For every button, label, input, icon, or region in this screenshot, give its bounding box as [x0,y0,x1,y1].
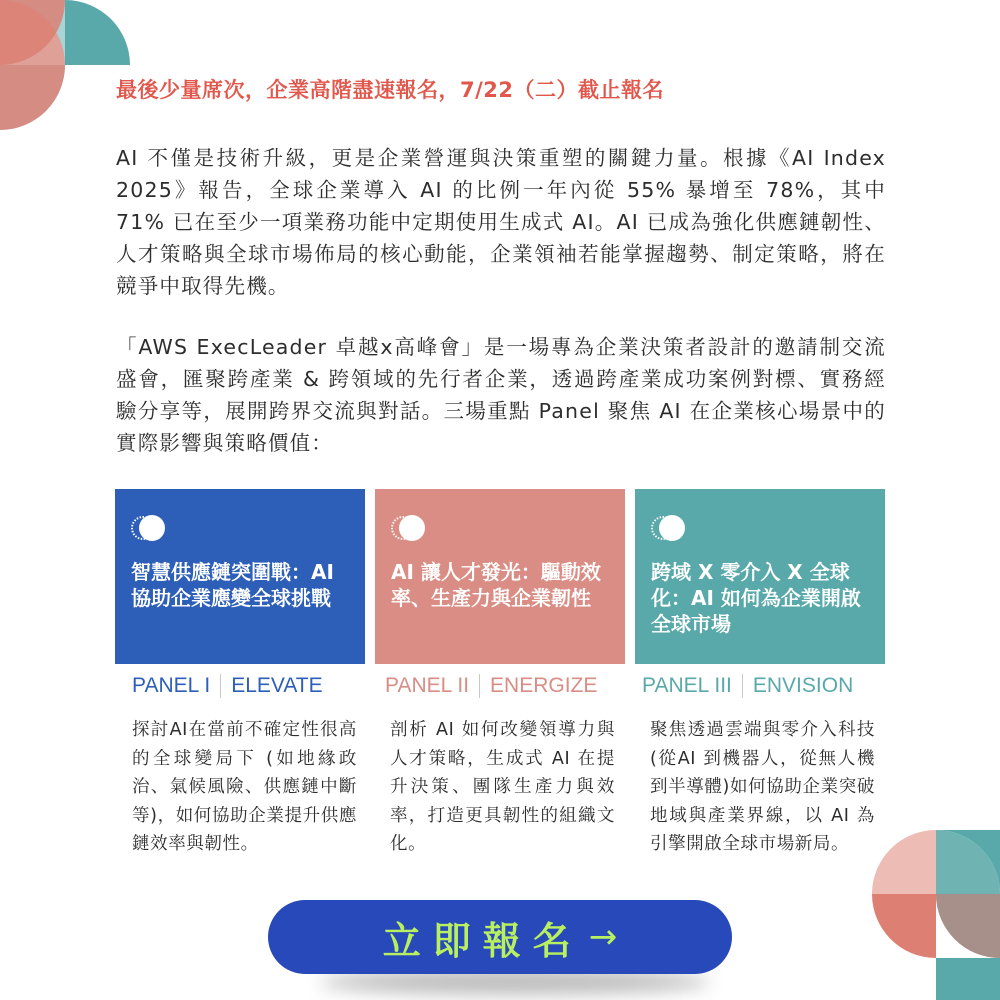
bottom-right-decoration [868,830,1000,1000]
panel-1-number: PANEL I [132,674,211,697]
panel-3-number: PANEL III [642,674,732,697]
panel-2-number: PANEL II [385,674,470,697]
top-left-decoration [0,0,135,135]
panel-3-label [642,672,853,700]
panel-1-label [132,672,323,700]
event-paragraph: 「AWS ExecLeader 卓越x高峰會」是一場專為企業決策者設計的邀請制交流盛會，匯聚跨產業 & 跨領域的先行者企業，透過跨產業成功案例對標、實務經驗分享等，展開跨界交流與對話。三場重點 Panel 聚焦 AI 在企業核心場景中的實際影響與策略價值： [116,335,886,455]
label-divider [220,674,221,698]
panel-1-description: 探討AI在當前不確定性很高的全球變局下 (如地緣政治、氣候風險、供應鏈中斷等)，如何協助企業提升供應鏈效率與韌性。 [132,720,357,854]
panel-card-1 [115,489,365,664]
headline-deadline: 最後少量席次，企業高階盡速報名，7/22（二）截止報名 [116,78,665,102]
panel-2-title: AI 讓人才發光：驅動效率、生產力與企業韌性 [391,560,601,610]
panel-card-2 [375,489,625,664]
panel-2-description: 剖析 AI 如何改變領導力與人才策略，生成式 AI 在提升決策、團隊生產力與效率，打造更具韌性的組織文化。 [390,720,615,854]
register-now-button[interactable] [268,900,732,974]
circle-icon [651,513,687,543]
panel-3-keyword: ENVISION [752,674,854,697]
panel-card-3 [635,489,885,664]
panel-3-description: 聚焦透過雲端與零介入科技 (從AI 到機器人，從無人機到半導體)如何協助企業突破地域與產業界線，以 AI 為引擎開啟全球市場新局。 [650,720,875,854]
label-divider [742,674,743,698]
label-divider [479,674,480,698]
circle-icon [131,513,167,543]
intro-paragraph: AI 不僅是技術升級，更是企業營運與決策重塑的關鍵力量。根據《AI Index 2025》報告，全球企業導入 AI 的比例一年內從 55% 暴增至 78%，其中 71% 已在至少一項業務功能中定期使用生成式 AI。AI 已成為強化供應鏈韌性、人才策略與全球市場佈局的核心動能，企業領袖若能掌握趨勢、制定策略，將在競爭中取得先機。 [116,146,886,298]
panel-2-label [385,672,597,700]
panel-1-title: 智慧供應鏈突圍戰：AI 協助企業應變全球挑戰 [131,560,334,610]
panel-3-title: 跨域 X 零介入 X 全球化：AI 如何為企業開啟全球市場 [651,560,861,636]
arrow-right-icon: → [588,917,618,957]
panel-1-keyword: ELEVATE [231,674,323,697]
circle-icon [391,513,427,543]
panel-2-keyword: ENERGIZE [490,674,598,697]
register-label: 立即報名 [382,918,583,963]
